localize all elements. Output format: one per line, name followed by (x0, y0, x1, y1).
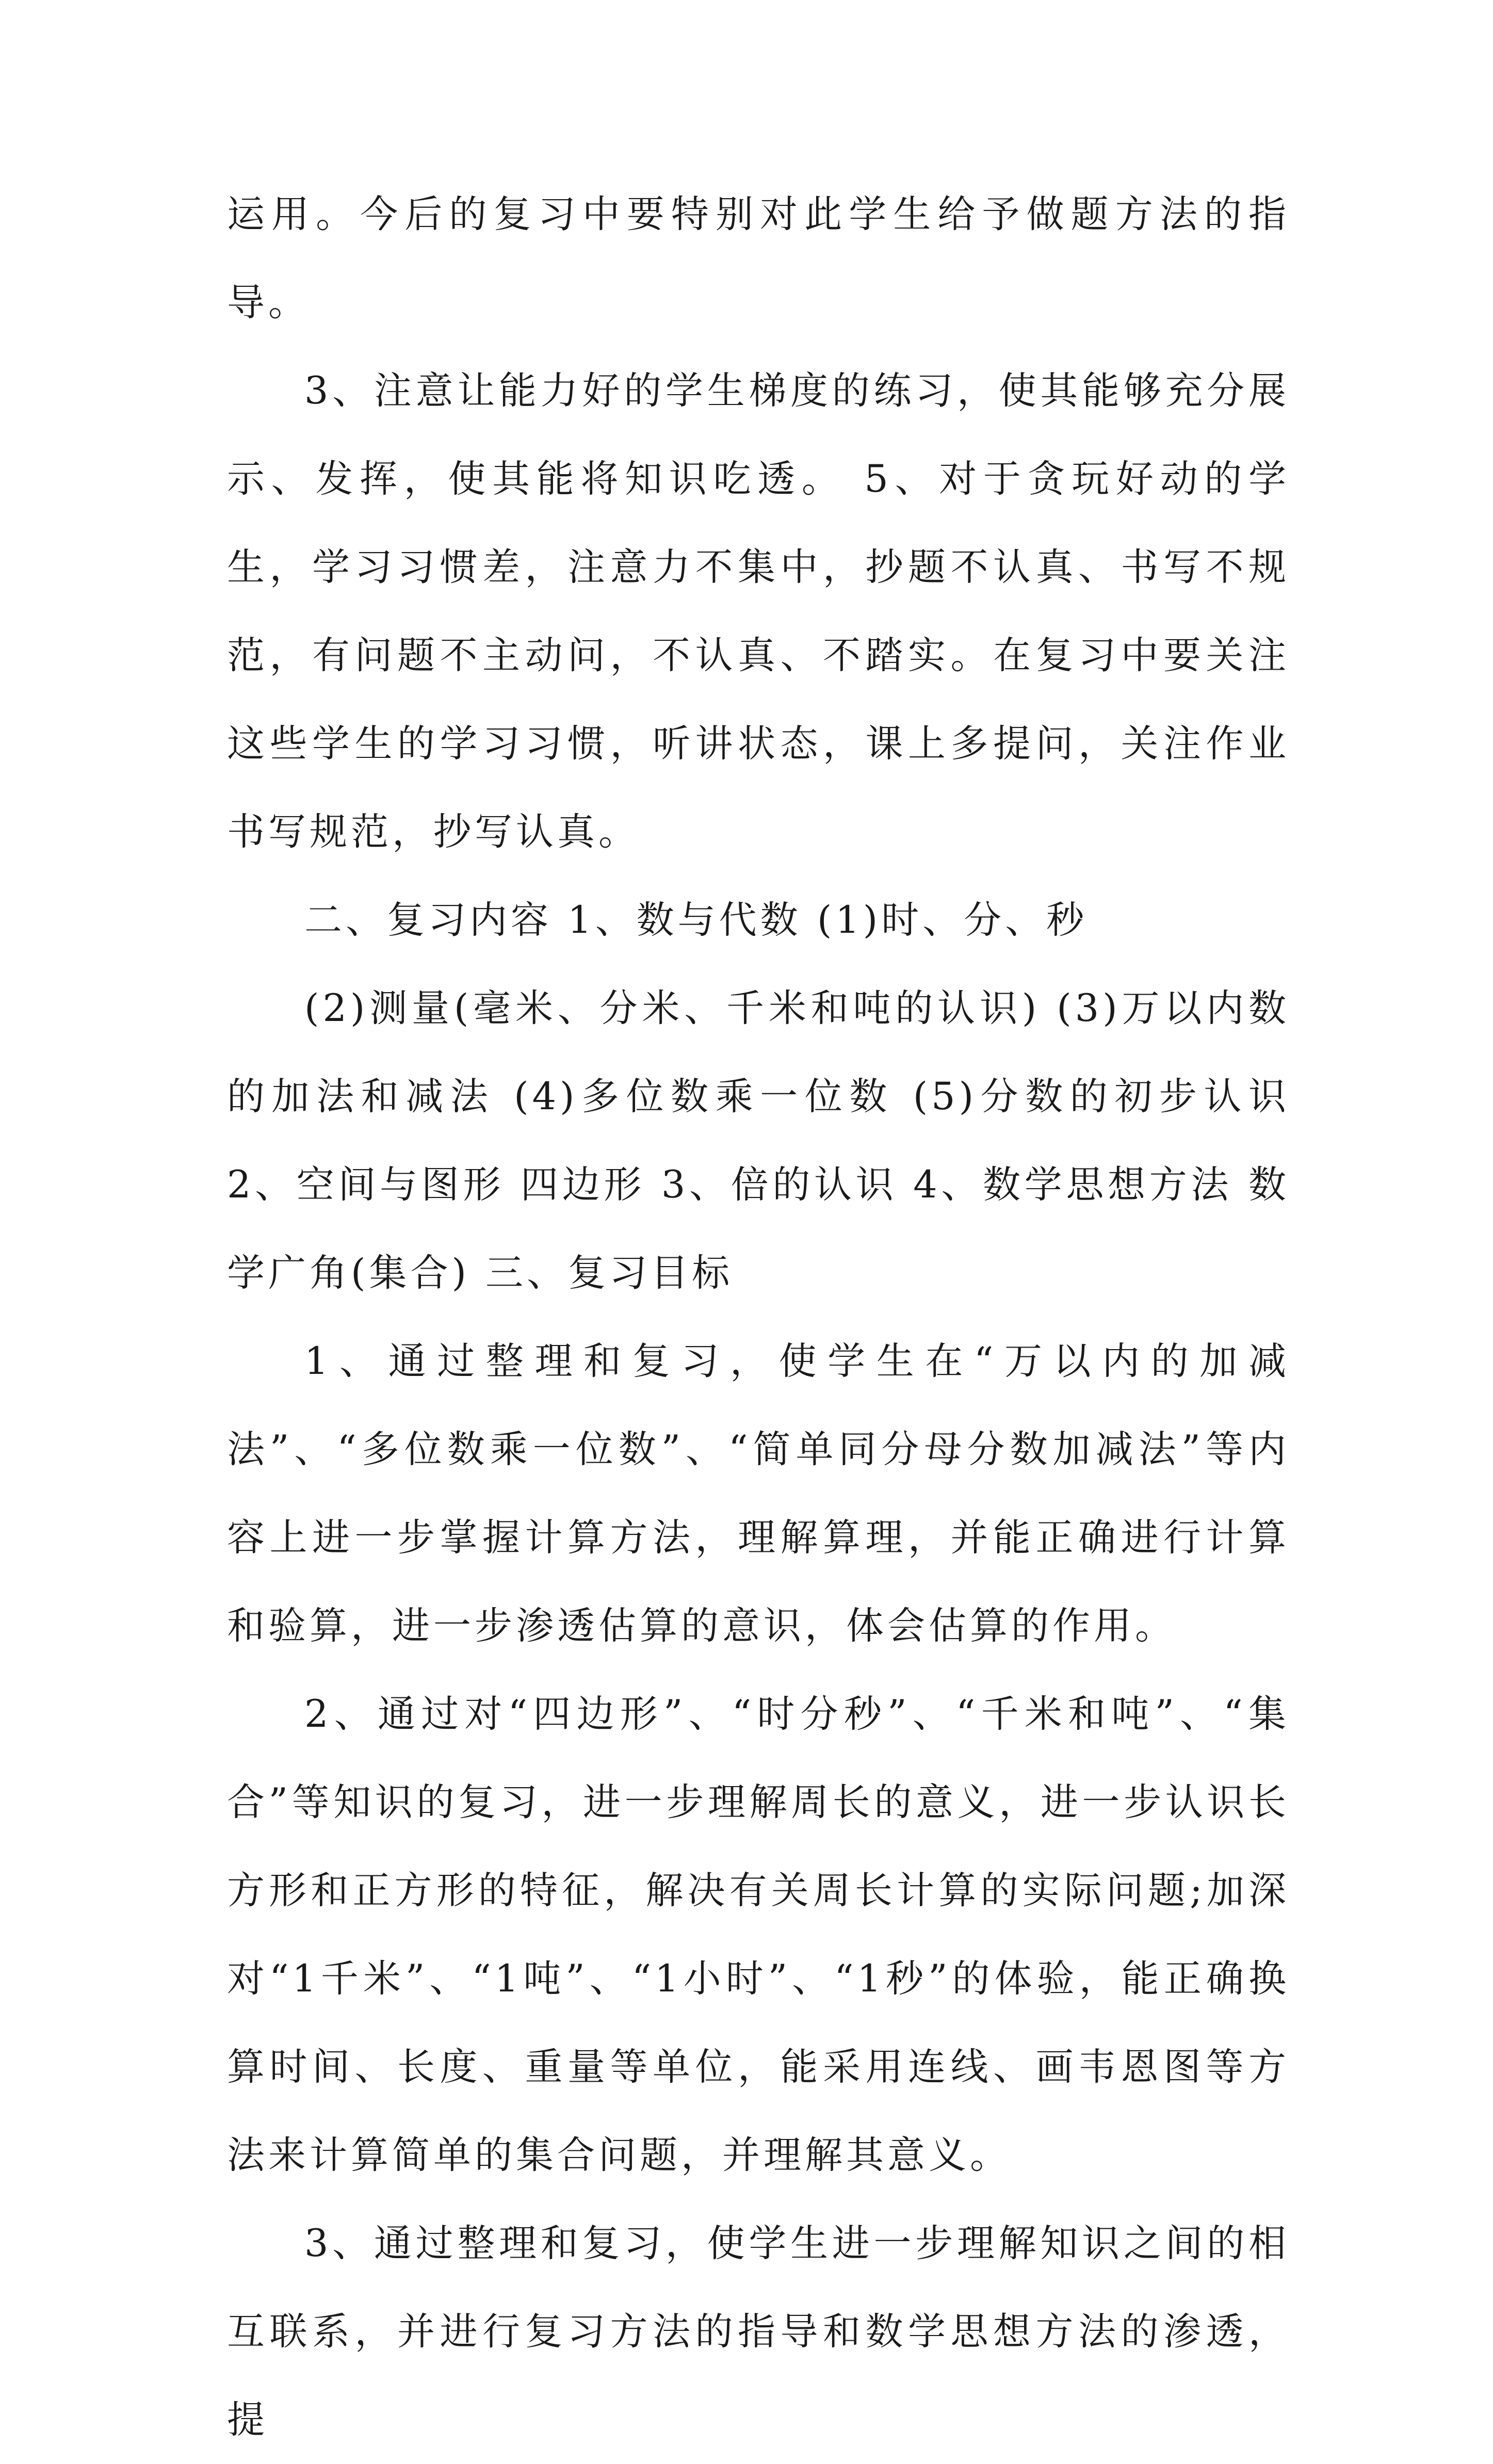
paragraph-review-content-list: (2)测量(毫米、分米、千米和吨的认识) (3)万以内数的加法和减法 (4)多位数乘一位数 (5)分数的初步认识 2、空间与图形 四边形 3、倍的认识 4、数学思想方法 数学广角(集合) 三、复习目标 (227, 986, 1290, 1295)
document-body (227, 170, 1290, 2464)
paragraph-goal-1: 1、通过整理和复习，使学生在“万以内的加减法”、“多位数乘一位数”、“简单同分母分数加减法”等内容上进一步掌握计算方法，理解算理，并能正确进行计算和验算，进一步渗透估算的意识，体会估算的作用。 (227, 1339, 1290, 1648)
paragraph-continuation: 运用。今后的复习中要特别对此学生给予做题方法的指导。 (227, 192, 1290, 325)
paragraph-goal-2: 2、通过对“四边形”、“时分秒”、“千米和吨”、“集合”等知识的复习，进一步理解周长的意义，进一步认识长方形和正方形的特征，解决有关周长计算的实际问题;加深对“1千米”、“1吨”、“1小时”、“1秒”的体验，能正确换算时间、长度、重量等单位，能采用连线、画韦恩图等方法来计算简单的集合问题，并理解其意义。 (227, 1692, 1290, 2177)
paragraph-goal-3: 3、通过整理和复习，使学生进一步理解知识之间的相互联系，并进行复习方法的指导和数学思想方法的渗透，提 (227, 2222, 1290, 2442)
paragraph-review-content-heading: 二、复习内容 1、数与代数 (1)时、分、秒 (304, 898, 1088, 942)
paragraph-advice-3-5: 3、注意让能力好的学生梯度的练习，使其能够充分展示、发挥，使其能将知识吃透。 5、对于贪玩好动的学生，学习习惯差，注意力不集中，抄题不认真、书写不规范，有问题不主动问，不认真、不踏实。在复习中要关注这些学生的学习习惯，听讲状态，课上多提问，关注作业书写规范，抄写认真。 (227, 369, 1290, 854)
